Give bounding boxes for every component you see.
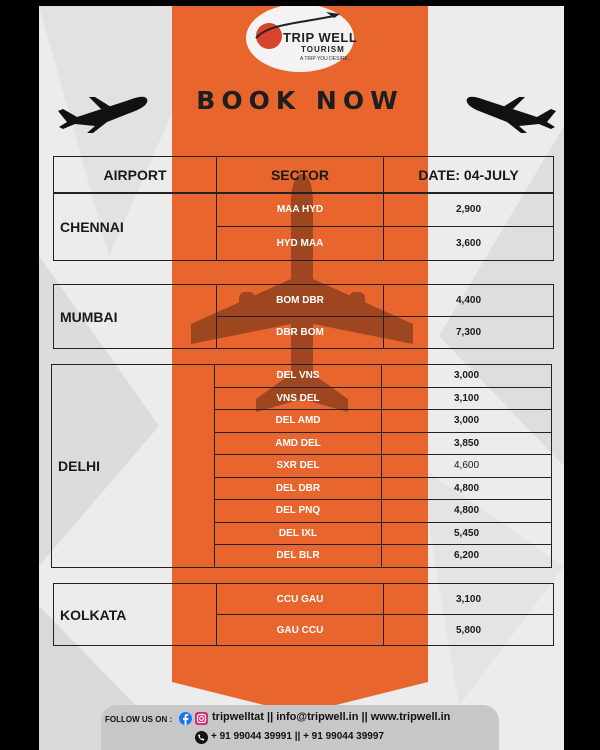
sector-cell: BOM DBR xyxy=(217,285,384,317)
fare-cell: 3,850 xyxy=(382,432,552,455)
col-date-header: DATE: 04-JULY xyxy=(384,157,554,194)
kolkata-block xyxy=(53,583,554,646)
airport-chennai: CHENNAI xyxy=(54,193,217,261)
website-link[interactable]: www.tripwell.in xyxy=(370,711,451,723)
airport-kolkata: KOLKATA xyxy=(54,584,217,646)
fare-cell: 2,900 xyxy=(384,193,554,227)
sector-cell: CCU GAU xyxy=(217,584,384,615)
sector-cell: DEL IXL xyxy=(215,522,382,545)
sector-cell: AMD DEL xyxy=(215,432,382,455)
logo-brand-name: TRIP WELL xyxy=(283,30,358,45)
email-link[interactable]: info@tripwell.in xyxy=(276,711,359,723)
headline: BOOK NOW xyxy=(196,86,404,115)
sector-cell: GAU CCU xyxy=(217,615,384,646)
mumbai-block xyxy=(53,284,554,349)
airport-mumbai: MUMBAI xyxy=(54,285,217,349)
fare-cell: 4,800 xyxy=(382,477,552,500)
logo-brand-sub: TOURISM xyxy=(301,45,345,54)
sector-cell: MAA HYD xyxy=(217,193,384,227)
airplane-right-icon xyxy=(465,91,559,133)
fare-cell: 5,450 xyxy=(382,522,552,545)
phone-icon xyxy=(195,731,208,744)
fare-cell: 3,100 xyxy=(382,387,552,410)
airport-delhi: DELHI xyxy=(52,365,215,568)
chennai-block xyxy=(53,192,554,261)
logo-tagline: A TRIP YOU DESIRE... xyxy=(300,56,352,62)
footer-contact-line xyxy=(212,711,450,723)
fare-cell: 7,300 xyxy=(384,317,554,349)
phone-numbers: + 91 99044 39991 || + 91 99044 39997 xyxy=(211,731,384,742)
separator: || xyxy=(361,711,368,723)
col-airport-header: AIRPORT xyxy=(54,157,217,194)
sector-cell: VNS DEL xyxy=(215,387,382,410)
fare-cell: 3,100 xyxy=(384,584,554,615)
fare-cell: 3,600 xyxy=(384,227,554,261)
flyer xyxy=(39,6,564,750)
fare-cell: 4,800 xyxy=(382,500,552,523)
sector-cell: DEL VNS xyxy=(215,365,382,388)
instagram-icon[interactable] xyxy=(195,712,208,725)
sector-cell: DEL DBR xyxy=(215,477,382,500)
fare-cell: 4,600 xyxy=(382,455,552,478)
social-handle-link[interactable]: tripwelltat xyxy=(212,711,264,723)
fare-cell: 6,200 xyxy=(382,545,552,568)
fare-cell: 3,000 xyxy=(382,365,552,388)
fare-table-header xyxy=(53,156,554,194)
fare-cell: 4,400 xyxy=(384,285,554,317)
fare-cell: 5,800 xyxy=(384,615,554,646)
separator: || xyxy=(267,711,274,723)
col-sector-header: SECTOR xyxy=(217,157,384,194)
sector-cell: SXR DEL xyxy=(215,455,382,478)
sector-cell: DBR BOM xyxy=(217,317,384,349)
sector-cell: HYD MAA xyxy=(217,227,384,261)
airplane-left-icon xyxy=(55,91,149,133)
follow-us-label: FOLLOW US ON : xyxy=(105,715,173,724)
delhi-block xyxy=(51,364,552,568)
facebook-icon[interactable] xyxy=(179,712,192,725)
sector-cell: DEL BLR xyxy=(215,545,382,568)
sector-cell: DEL AMD xyxy=(215,410,382,433)
fare-cell: 3,000 xyxy=(382,410,552,433)
sector-cell: DEL PNQ xyxy=(215,500,382,523)
